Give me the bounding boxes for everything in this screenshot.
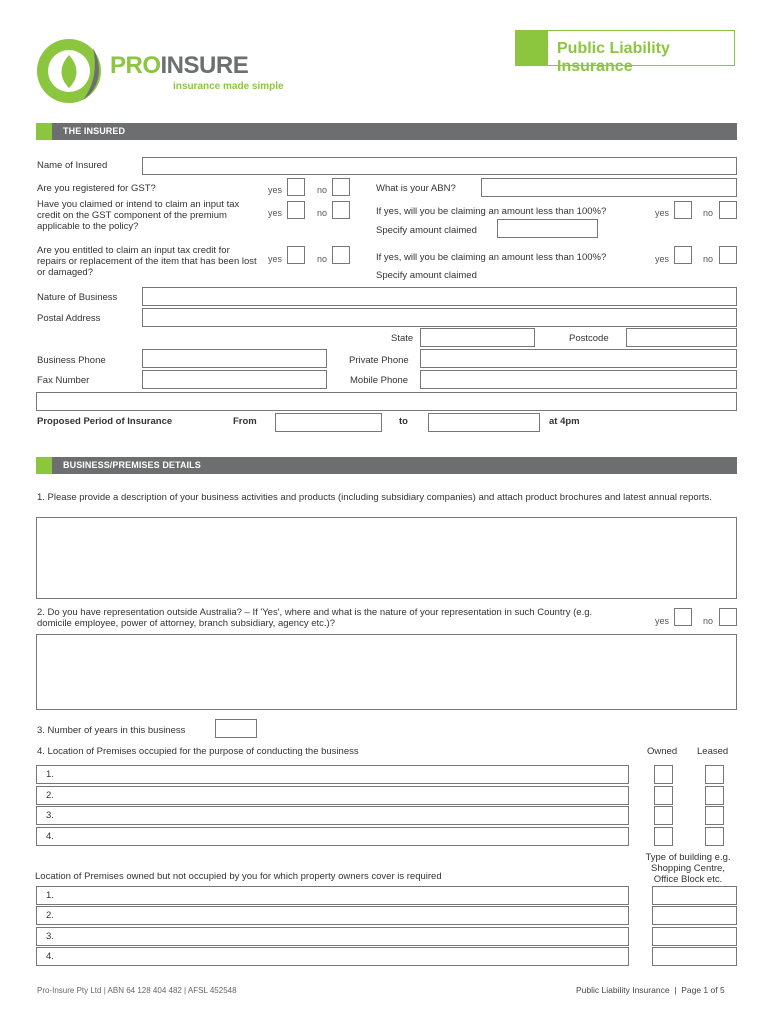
less-than-1-yes-checkbox[interactable] — [674, 201, 692, 219]
from-label: From — [233, 416, 257, 427]
representation-yes-checkbox[interactable] — [674, 608, 692, 626]
section-title: BUSINESS/PREMISES DETAILS — [63, 460, 201, 470]
tax-credit-yes-checkbox[interactable] — [287, 201, 305, 219]
tax-credit-no-label: no — [317, 208, 328, 218]
footer-page-info: Public Liability Insurance | Page 1 of 5 — [576, 985, 725, 995]
state-field[interactable] — [420, 328, 535, 347]
nature-of-business-label: Nature of Business — [37, 292, 118, 303]
occupied-premises-row-1[interactable]: 1. — [36, 765, 629, 784]
leased-checkbox-1[interactable] — [705, 765, 724, 784]
less-than-2-yes-checkbox[interactable] — [674, 246, 692, 264]
owned-checkbox-2[interactable] — [654, 786, 673, 805]
gst-question: Are you registered for GST? — [37, 183, 156, 194]
question-4: 4. Location of Premises occupied for the purpose of conducting the business — [37, 746, 359, 757]
fax-number-field[interactable] — [142, 370, 327, 389]
gst-yes-label: yes — [268, 185, 283, 195]
representation-no-label: no — [703, 616, 714, 626]
specify-amount-1-label: Specify amount claimed — [376, 225, 477, 236]
gst-no-label: no — [317, 185, 328, 195]
logo-tagline: insurance made simple — [173, 81, 284, 92]
abn-label: What is your ABN? — [376, 183, 456, 194]
occupied-premises-row-2[interactable]: 2. — [36, 786, 629, 805]
occupied-premises-row-3[interactable]: 3. — [36, 806, 629, 825]
entitled-no-label: no — [317, 254, 328, 264]
building-type-label: Type of building e.g. Shopping Centre, Office Block etc. — [645, 852, 731, 885]
mobile-phone-label: Mobile Phone — [350, 375, 409, 386]
gst-yes-checkbox[interactable] — [287, 178, 305, 196]
fax-number-label: Fax Number — [37, 375, 90, 386]
less-than-2-no-checkbox[interactable] — [719, 246, 737, 264]
period-of-insurance-label: Proposed Period of Insurance — [37, 416, 173, 427]
less-than-1-no-label: no — [703, 208, 714, 218]
gst-no-checkbox[interactable] — [332, 178, 350, 196]
specify-amount-1-field[interactable] — [497, 219, 598, 238]
logo-brand-insure: INSURE — [160, 52, 249, 79]
section-header-insured — [36, 123, 737, 140]
years-in-business-field[interactable] — [215, 719, 257, 738]
occupied-premises-row-4[interactable]: 4. — [36, 827, 629, 846]
owned-premises-row-1[interactable]: 1. — [36, 886, 629, 905]
proinsure-logo — [35, 36, 295, 106]
building-type-field-2[interactable] — [652, 906, 737, 925]
representation-no-checkbox[interactable] — [719, 608, 737, 626]
owned-premises-row-4[interactable]: 4. — [36, 947, 629, 966]
email-address-field[interactable] — [36, 392, 737, 411]
at-4pm-label: at 4pm — [549, 416, 580, 427]
less-than-2-yes-label: yes — [655, 254, 670, 264]
question-3: 3. Number of years in this business — [37, 725, 186, 736]
name-of-insured-label: Name of Insured — [37, 160, 108, 171]
private-phone-field[interactable] — [420, 349, 737, 368]
name-of-insured-field[interactable] — [142, 157, 737, 175]
question-1: 1. Please provide a description of your business activities and products (including subsidiary companies) and attach product brochures and latest annual reports. — [37, 492, 712, 503]
entitled-question: Are you entitled to claim an input tax credit for repairs or replacement of the item that has been lost or damaged? — [37, 245, 257, 278]
period-to-field[interactable] — [428, 413, 540, 432]
owned-premises-row-2[interactable]: 2. — [36, 906, 629, 925]
owned-checkbox-1[interactable] — [654, 765, 673, 784]
postal-address-field[interactable] — [142, 308, 737, 327]
logo-brand-pro: PRO — [110, 52, 161, 79]
period-from-field[interactable] — [275, 413, 382, 432]
owned-premises-row-3[interactable]: 3. — [36, 927, 629, 946]
less-than-question-2: If yes, will you be claiming an amount less than 100%? — [376, 252, 607, 263]
question-2: 2. Do you have representation outside Australia? – If 'Yes', where and what is the nature of your representation in such Country (e.g. domicile employee, power of attorney, branch subsidiary, agency etc.)? — [37, 607, 593, 629]
building-type-field-3[interactable] — [652, 927, 737, 946]
leased-checkbox-4[interactable] — [705, 827, 724, 846]
logo-mark-icon — [35, 36, 105, 106]
leased-checkbox-2[interactable] — [705, 786, 724, 805]
document-title-tag — [515, 30, 735, 75]
leased-checkbox-3[interactable] — [705, 806, 724, 825]
postal-address-label: Postal Address — [37, 313, 101, 324]
owned-checkbox-3[interactable] — [654, 806, 673, 825]
building-type-field-4[interactable] — [652, 947, 737, 966]
tax-credit-no-checkbox[interactable] — [332, 201, 350, 219]
section-title: THE INSURED — [63, 126, 126, 136]
specify-amount-2-label: Specify amount claimed — [376, 270, 477, 281]
nature-of-business-field[interactable] — [142, 287, 737, 306]
business-description-field[interactable] — [36, 517, 737, 599]
less-than-2-no-label: no — [703, 254, 714, 264]
owned-column-label: Owned — [647, 746, 678, 757]
tax-credit-yes-label: yes — [268, 208, 283, 218]
abn-field[interactable] — [481, 178, 737, 197]
entitled-no-checkbox[interactable] — [332, 246, 350, 264]
to-label: to — [399, 416, 408, 427]
less-than-1-yes-label: yes — [655, 208, 670, 218]
entitled-yes-label: yes — [268, 254, 283, 264]
private-phone-label: Private Phone — [349, 355, 409, 366]
business-phone-field[interactable] — [142, 349, 327, 368]
less-than-question-1: If yes, will you be claiming an amount less than 100%? — [376, 206, 607, 217]
business-phone-label: Business Phone — [37, 355, 106, 366]
representation-details-field[interactable] — [36, 634, 737, 710]
less-than-1-no-checkbox[interactable] — [719, 201, 737, 219]
footer-company-info: Pro-Insure Pty Ltd | ABN 64 128 404 482 | AFSL 452548 — [37, 986, 237, 995]
postcode-field[interactable] — [626, 328, 737, 347]
not-occupied-label: Location of Premises owned but not occupied by you for which property owners cover is required — [35, 871, 442, 882]
state-label: State — [391, 333, 414, 344]
document-title: Public Liability Insurance — [557, 40, 670, 75]
section-header-business — [36, 457, 737, 474]
owned-checkbox-4[interactable] — [654, 827, 673, 846]
leased-column-label: Leased — [697, 746, 729, 757]
tax-credit-question: Have you claimed or intend to claim an input tax credit on the GST component of the premium applicable to the policy? — [37, 199, 240, 232]
building-type-field-1[interactable] — [652, 886, 737, 905]
representation-yes-label: yes — [655, 616, 670, 626]
entitled-yes-checkbox[interactable] — [287, 246, 305, 264]
mobile-phone-field[interactable] — [420, 370, 737, 389]
postcode-label: Postcode — [569, 333, 609, 344]
